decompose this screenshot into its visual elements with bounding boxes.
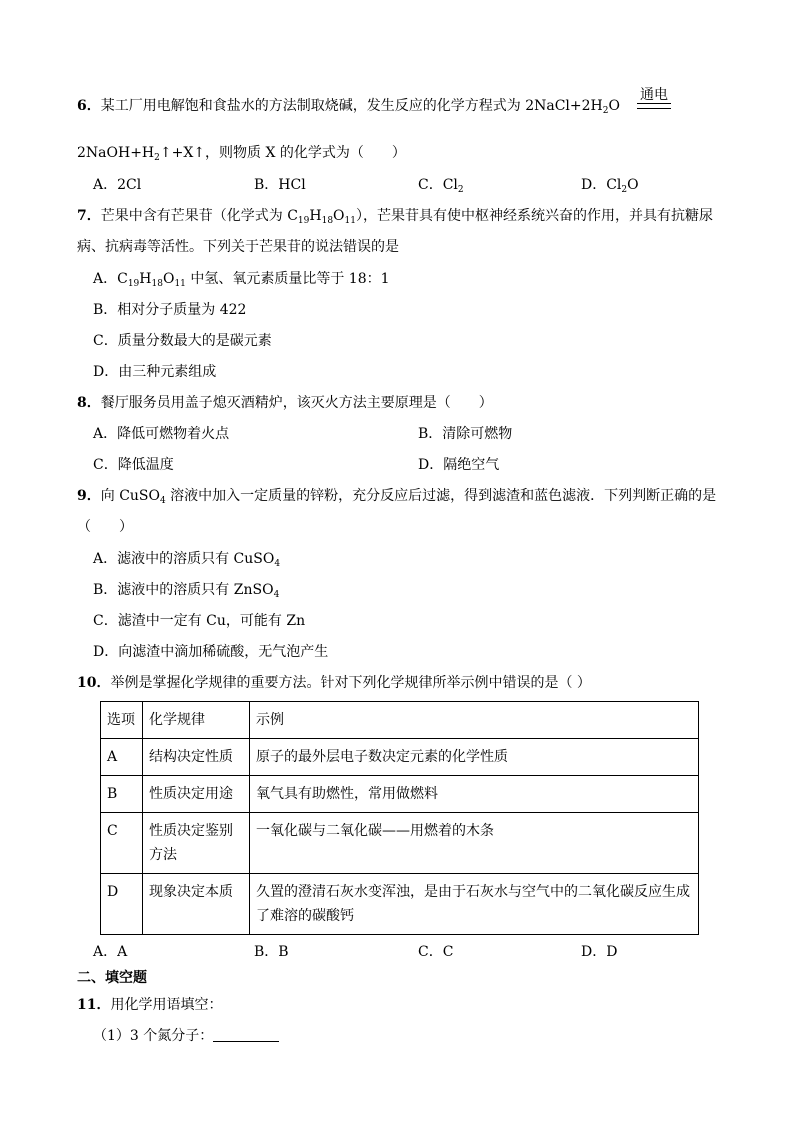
- question-6-option-d[interactable]: D．$Cl_2O$: [581, 177, 639, 195]
- question-9-option-a[interactable]: A．滤液中的溶质只有 CuSO$_4$: [93, 551, 281, 569]
- question-8-option-b[interactable]: B．清除可燃物: [418, 426, 513, 442]
- table-cell-rule: 结构决定性质: [143, 739, 250, 776]
- table-header-cell: 化学规律: [143, 702, 250, 739]
- question-9-stem: 9．向 CuSO$_4$ 溶液中加入一定质量的锌粉，充分反应后过滤，得到滤渣和蓝色滤液．下列判断正确的是: [77, 488, 717, 506]
- question-10-option-c[interactable]: C．C: [418, 944, 454, 960]
- question-6-option-a[interactable]: A．2Cl: [93, 177, 142, 193]
- table-row: [101, 739, 699, 776]
- table-cell-rule: 性质决定用途: [143, 776, 250, 813]
- question-9-option-d[interactable]: D．向滤渣中滴加稀硫酸，无气泡产生: [93, 644, 329, 660]
- question-8-option-a[interactable]: A．降低可燃物着火点: [93, 426, 230, 442]
- table-cell-example: 氧气具有助燃性，常用做燃料: [250, 776, 699, 813]
- question-6-line-1: 6．某工厂用电解饱和食盐水的方法制取烧碱，发生反应的化学方程式为 $2NaCl+2H_2O$: [77, 98, 620, 116]
- rules-table: [100, 701, 699, 935]
- table-row: [101, 874, 699, 935]
- table-header-cell: 示例: [250, 702, 699, 739]
- table-cell-option: B: [101, 776, 143, 813]
- question-6-line-2: $2NaOH+H_2↑+X↑$，则物质 X 的化学式为（ ）: [77, 145, 406, 163]
- question-6-option-b[interactable]: B．HCl: [254, 177, 306, 193]
- question-11-part-1: （1）3 个氮分子：: [93, 1027, 279, 1045]
- question-11-stem: 11．用化学用语填空：: [77, 997, 223, 1013]
- table-cell-option: A: [101, 739, 143, 776]
- question-9-option-c[interactable]: C．滤渣中一定有 Cu，可能有 Zn: [93, 613, 306, 629]
- table-cell-example: 一氧化碳与二氧化碳——用燃着的木条: [250, 813, 699, 874]
- table-row: [101, 776, 699, 813]
- question-7-line-1: 7．芒果中含有芒果苷（化学式为 $C_{19}H_{18}O_{11}$），芒果苷具有使中枢神经系统兴奋的作用，并具有抗糖尿: [77, 208, 713, 226]
- table-row: [101, 813, 699, 874]
- question-number: 8．: [77, 395, 101, 411]
- question-8-option-d[interactable]: D．隔绝空气: [418, 457, 500, 473]
- question-8-stem: 8．餐厅服务员用盖子熄灭酒精炉，该灭火方法主要原理是（ ）: [77, 395, 493, 411]
- question-9-option-b[interactable]: B．滤液中的溶质只有 ZnSO$_4$: [93, 582, 280, 600]
- section-heading: 二、填空题: [77, 970, 147, 986]
- question-10-option-a[interactable]: A．A: [93, 944, 128, 960]
- question-9-paren: （ ）: [77, 519, 133, 535]
- table-header-cell: 选项: [101, 702, 143, 739]
- table-cell-option: C: [101, 813, 143, 874]
- question-8-option-c[interactable]: C．降低温度: [93, 457, 174, 473]
- reaction-condition: 通电: [640, 87, 668, 103]
- table-header-row: [101, 702, 699, 739]
- question-number: 11．: [77, 997, 111, 1013]
- question-10-option-b[interactable]: B．B: [254, 944, 289, 960]
- equation-double-line: [637, 103, 671, 109]
- question-6-option-c[interactable]: C．$Cl_2$: [418, 177, 464, 195]
- table-cell-rule: 性质决定鉴别方法: [143, 813, 250, 874]
- question-7-option-c[interactable]: C．质量分数最大的是碳元素: [93, 333, 272, 349]
- question-10-stem: 10．举例是掌握化学规律的重要方法。针对下列化学规律所举示例中错误的是（ ）: [77, 675, 591, 691]
- question-7-option-b[interactable]: B．相对分子质量为 422: [93, 302, 247, 318]
- question-7-option-a[interactable]: A．$C_{19}H_{18}O_{11}$ 中氢、氧元素质量比等于 18：1: [93, 271, 390, 289]
- table-cell-rule: 现象决定本质: [143, 874, 250, 935]
- question-7-line-2: 病、抗病毒等活性。下列关于芒果苷的说法错误的是: [77, 239, 399, 255]
- question-number: 6．: [77, 98, 101, 114]
- question-7-option-d[interactable]: D．由三种元素组成: [93, 364, 217, 380]
- question-number: 10．: [77, 675, 111, 691]
- table-cell-example: 久置的澄清石灰水变浑浊，是由于石灰水与空气中的二氧化碳反应生成了难溶的碳酸钙: [250, 874, 699, 935]
- question-10-option-d[interactable]: D．D: [581, 944, 618, 960]
- answer-blank[interactable]: [213, 1027, 279, 1042]
- table-cell-option: D: [101, 874, 143, 935]
- question-number: 7．: [77, 208, 101, 224]
- table-cell-example: 原子的最外层电子数决定元素的化学性质: [250, 739, 699, 776]
- question-number: 9．: [77, 488, 101, 504]
